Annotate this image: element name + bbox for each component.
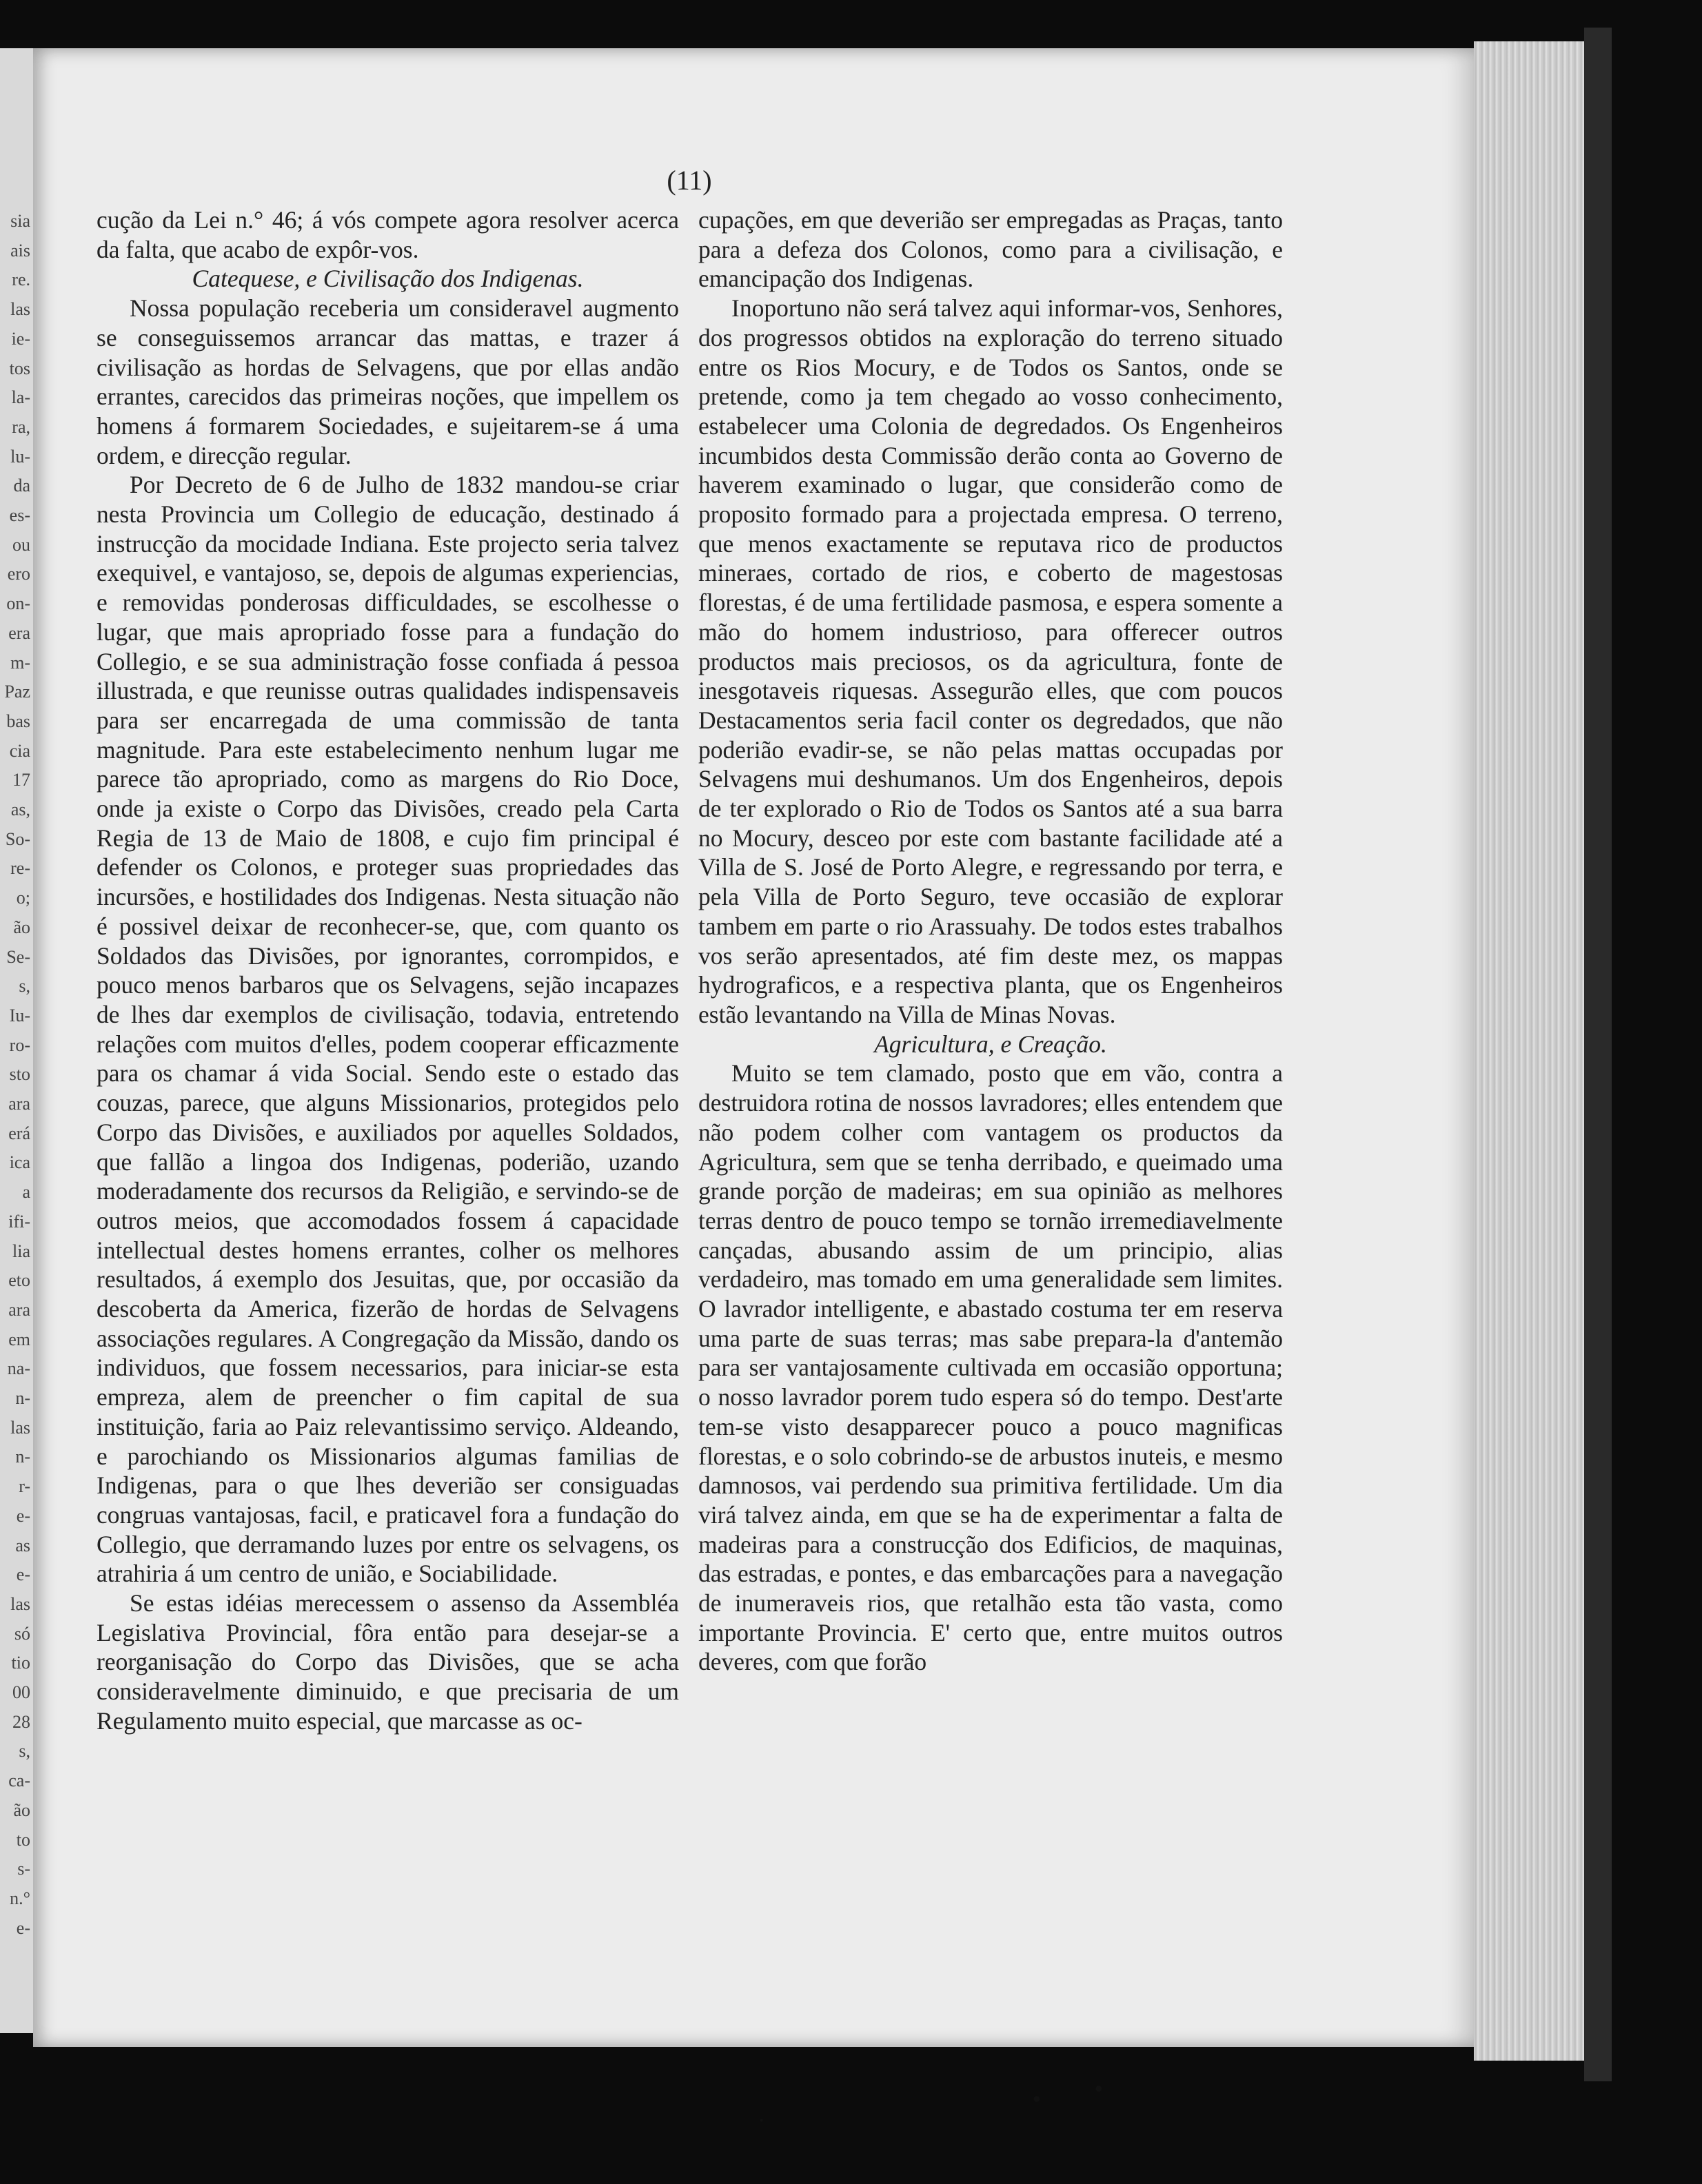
- margin-fragment: bas: [6, 711, 30, 731]
- margin-fragment: e-: [16, 1505, 30, 1526]
- margin-fragment: Paz: [4, 682, 30, 702]
- margin-fragment: as: [15, 1535, 30, 1555]
- margin-fragment: to: [16, 1829, 30, 1850]
- margin-fragment: ica: [9, 1152, 30, 1173]
- margin-fragment: re-: [10, 858, 30, 879]
- margin-fragment: na-: [7, 1358, 30, 1379]
- margin-fragment: era: [8, 622, 30, 643]
- margin-fragment: da: [13, 476, 30, 496]
- book-cover-edge: [1584, 28, 1612, 2081]
- ink-speck: •: [1031, 2088, 1043, 2112]
- margin-fragment: sto: [9, 1064, 30, 1085]
- margin-fragment: lia: [12, 1241, 30, 1261]
- margin-fragment: as,: [10, 799, 30, 819]
- margin-fragment: ro-: [9, 1034, 30, 1055]
- margin-fragment: 28: [12, 1711, 30, 1732]
- margin-fragment: las: [10, 1593, 30, 1614]
- paragraph: Nossa população receberia um consideravel augmento se conseguissemos arrancar das mattas, e trazer á civilisação as hordas de Selvagens, que por ellas andão errantes, carecidos das primeiras noções, que impellem os homens á formarem Sociedades, e sujeitarem-se á uma ordem, e direcção regular.: [97, 294, 679, 469]
- margin-fragment: eto: [8, 1270, 30, 1291]
- right-text-column: [698, 205, 1283, 1677]
- margin-fragment: o;: [16, 888, 30, 908]
- margin-fragment: n-: [15, 1388, 30, 1408]
- margin-fragment: ão: [13, 1799, 30, 1820]
- margin-fragment: 00: [12, 1682, 30, 1702]
- paragraph: Muito se tem clamado, posto que em vão, contra a destruidora rotina de nossos lavradores; elles entendem que não podem colher com vantagem os productos da Agricultura, sem que se tenha derribado, e queimado uma grande porção de madeiras; em sua opinião as melhores terras dentro de pouco tempo se tornão irremediavelmente cançadas, abusando assim de um principio, alias verdadeiro, mas tomado em uma generalidade sem limites. O lavrador intelligente, e abastado costuma ter em reserva uma parte de suas terras; mas sabe prepara-la d'antemão para ser vantajosamente cultivada em occasião opportuna; o nosso lavrador porem tudo espera só do tempo. Dest'arte tem-se visto desapparecer pouco a pouco magnificas florestas, e o solo cobrindo-se de arbustos inuteis, e mesmo damnosos, vai perdendo sua primitiva fertilidade. Um dia virá talvez ainda, em que se ha de experimentar a falta de madeiras para a construcção dos Edificios, de maquinas, das estradas, e pontes, e das embarcações para a navegação de inumeraveis rios, que retalhão esta tão vasta, como importante Provincia. E' certo que, entre muitos outros deveres, com que forão: [698, 1059, 1283, 1676]
- paragraph: cução da Lei n.° 46; á vós compete agora resolver acerca da falta, que acabo de expôr-vos.: [97, 206, 679, 263]
- page-number: (11): [667, 165, 712, 196]
- margin-fragment: ou: [12, 534, 30, 555]
- margin-fragment: s,: [19, 1741, 30, 1762]
- margin-fragment: la-: [11, 387, 30, 408]
- margin-fragment: 17: [12, 770, 30, 790]
- page-block-edges: [1474, 41, 1588, 2061]
- margin-fragment: es-: [9, 505, 30, 525]
- margin-fragment: ero: [7, 564, 30, 584]
- margin-fragment: ais: [10, 240, 30, 261]
- margin-fragment: só: [14, 1623, 30, 1644]
- margin-fragment: ara: [8, 1299, 30, 1320]
- margin-fragment: Se-: [6, 946, 30, 967]
- margin-fragment: m-: [10, 652, 30, 673]
- margin-fragment: re.: [12, 269, 30, 290]
- margin-fragment: sia: [10, 211, 30, 231]
- margin-fragment: tos: [9, 358, 30, 378]
- margin-fragment: n.°: [10, 1888, 30, 1908]
- margin-fragment: ão: [13, 917, 30, 937]
- margin-fragment: n-: [15, 1447, 30, 1467]
- margin-fragment: ifi-: [8, 1211, 30, 1232]
- margin-fragment: r-: [19, 1476, 30, 1497]
- margin-fragment: on-: [6, 593, 30, 614]
- section-heading: Agricultura, e Creação.: [874, 1030, 1107, 1058]
- margin-fragment: s-: [17, 1859, 30, 1879]
- margin-fragment: Iu-: [9, 1005, 30, 1025]
- previous-page-edge: [0, 48, 33, 2033]
- margin-fragment: ara: [8, 1094, 30, 1114]
- margin-fragment: ra,: [12, 416, 30, 437]
- left-text-column: [97, 205, 679, 1736]
- paragraph: cupações, em que deverião ser empregadas as Praças, tanto para a defeza dos Colonos, como para a civilisação, e emancipação dos Indigenas.: [698, 206, 1283, 293]
- margin-fragment: erá: [8, 1123, 30, 1143]
- margin-fragment: em: [8, 1329, 30, 1349]
- margin-fragment: e-: [16, 1917, 30, 1938]
- margin-fragment: a: [22, 1182, 30, 1203]
- margin-fragment: So-: [5, 828, 30, 849]
- margin-fragment: cia: [9, 740, 30, 761]
- paragraph: Por Decreto de 6 de Julho de 1832 mandou-se criar nesta Provincia um Collegio de educação, destinado á instrucção da mocidade Indiana. Este projecto seria talvez exequivel, e vantajoso, se, depois de algumas experiencias, e removidas ponderosas difficuldades, se escolhesse o lugar, que mais apropriado fosse para a fundação do Collegio, e se sua administração fosse confiada á pessoa illustrada, e que reunisse outras qualidades indispensaveis para ser encarregada de uma commissão de tanta magnitude. Para este estabelecimento nenhum lugar me parece tão apropriado, como as margens do Rio Doce, onde ja existe o Corpo das Divisões, creado pela Carta Regia de 13 de Maio de 1808, e cujo fim principal é defender os Colonos, e proteger suas propriedades das incursões, e hostilidades dos Indigenas. Nesta situação não é possivel deixar de reconhecer-se, que, com quanto os Soldados das Divisões, por ignorantes, corrompidos, e pouco menos barbaros que os Selvagens, sejão incapazes de lhes dar exemplos de civilisação, todavia, entretendo relações com muitos d'elles, podem cooperar efficazmente para os chamar á vida Social. Sendo este o estado das couzas, parece, que alguns Missionarios, protegidos pelo Corpo das Divisões, e auxiliados por aquelles Soldados, que fallão a lingoa dos Indigenas, poderião, uzando moderadamente dos recursos da Religião, e servindo-se de outros meios, que accomodados fossem á capacidade intellectual destes homens errantes, colher os melhores resultados, á exemplo dos Jesuitas, que, por occasião da descoberta da America, fizerão de hordas de Selvagens associações regulares. A Congregação da Missão, dando os individuos, que fossem necessarios, para iniciar-se esta empreza, alem de preencher o fim capital de sua instituição, faria ao Paiz relevantissimo serviço. Aldeando, e parochiando os Missionarios algumas familias de Indigenas, para o que lhes deverião ser consiguadas congruas vantajosas, facil, e praticavel fora a fundação do Collegio, que derramando luzes por entre os selvagens, os atrahiria á um centro de união, e Sociabilidade.: [97, 471, 679, 1588]
- section-heading: Catequese, e Civilisação dos Indigenas.: [192, 265, 584, 293]
- paragraph: Se estas idéias merecessem o assenso da Assembléa Legislativa Provincial, fôra então para desejar-se a reorganisação do Corpo das Divisões, que se acha consideravelmente diminuido, e que precisaria de um Regulamento muito especial, que marcasse as oc-: [97, 1589, 679, 1735]
- margin-fragment: ie-: [11, 328, 30, 349]
- margin-fragment: s,: [19, 976, 30, 997]
- margin-fragment: tio: [11, 1653, 30, 1673]
- margin-fragment: las: [10, 299, 30, 320]
- ink-speck: •: [1093, 2078, 1105, 2102]
- margin-fragment: las: [10, 1417, 30, 1438]
- ink-speck: ·: [758, 2109, 765, 2133]
- margin-fragment: ca-: [8, 1770, 30, 1791]
- margin-fragment: lu-: [10, 446, 30, 467]
- paragraph: Inoportuno não será talvez aqui informar-vos, Senhores, dos progressos obtidos na exploração do terreno situado entre os Rios Mocury, e de Todos os Santos, onde se pretende, como ja tem chegado ao vosso conhecimento, estabelecer uma Colonia de degredados. Os Engenheiros incumbidos desta Commissão derão conta ao Governo de haverem examinado o lugar, que considerão como de proposito formado para a projectada empresa. O terreno, que menos exactamente se reputava rico de productos mineraes, cortado de rios, e coberto de magestosas florestas, é de uma fertilidade pasmosa, e espera somente a mão do homem industrioso, para offerecer outros productos mais preciosos, os da agricultura, fonte de inesgotaveis riquesas. Assegurão elles, que com poucos Destacamentos seria facil conter os degredados, que não poderião evadir-se, se não pelas mattas occupadas por Selvagens mui deshumanos. Um dos Engenheiros, depois de ter explorado o Rio de Todos os Santos até a sua barra no Mocury, desceo por este com bastante facilidade até a Villa de S. José de Porto Alegre, e regressando por terra, e pela Villa de Porto Seguro, teve occasião de explorar tambem em parte o rio Arassuahy. De todos estes trabalhos vos serão apresentados, até fim deste mez, os mappas hydrograficos, e a respectiva planta, que os Engenheiros estão levantando na Villa de Minas Novas.: [698, 294, 1283, 1028]
- margin-fragment: e-: [16, 1564, 30, 1585]
